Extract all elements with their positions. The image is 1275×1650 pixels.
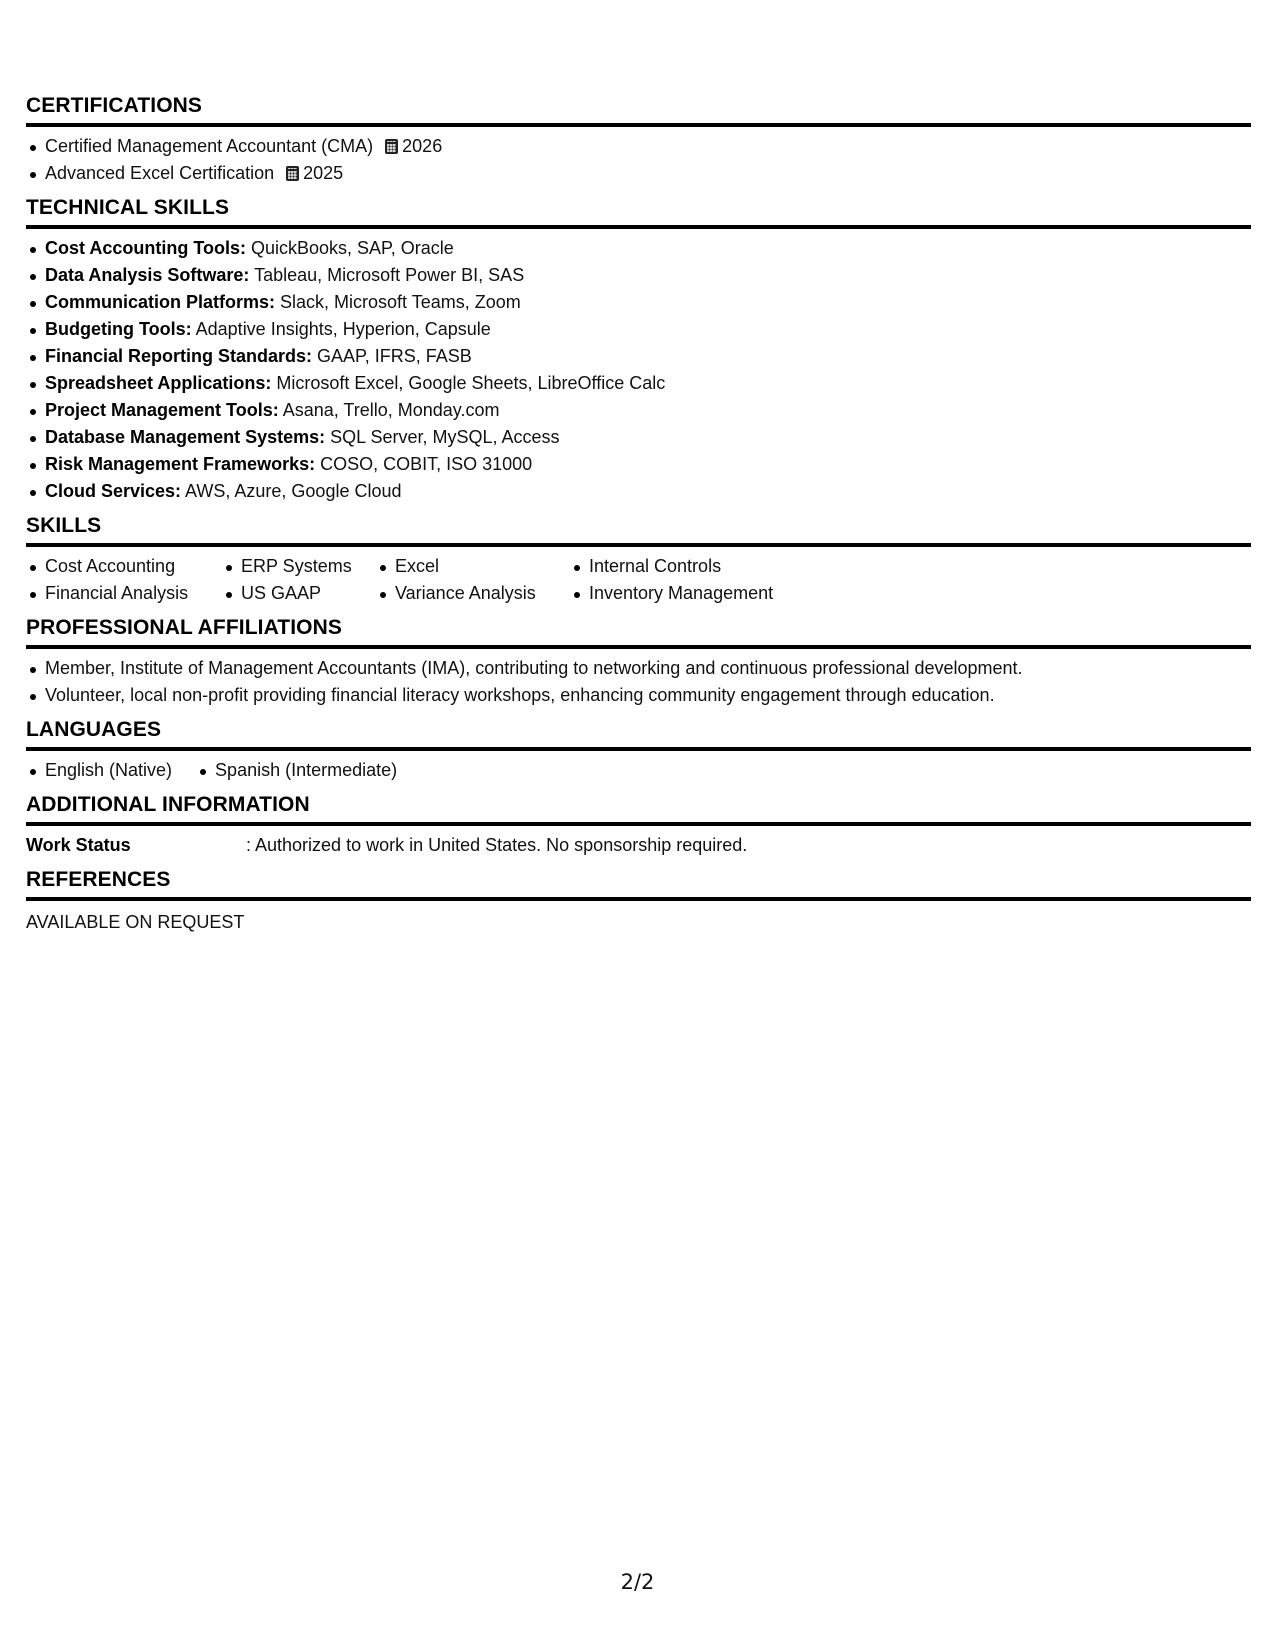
list-item: Financial Analysis: [26, 580, 222, 607]
skills-section: [26, 513, 1251, 607]
list-item: [26, 478, 1251, 505]
list-item: Inventory Management: [570, 580, 830, 607]
list-item: US GAAP: [222, 580, 376, 607]
work-status-value: : Authorized to work in United States. No sponsorship required.: [246, 835, 748, 855]
list-item: [26, 424, 1251, 451]
calendar-icon: [385, 139, 398, 154]
skill-category: Cloud Services:: [45, 481, 182, 501]
section-title-affiliations: PROFESSIONAL AFFILIATIONS: [26, 615, 1251, 649]
list-item: Volunteer, local non-profit providing financial literacy workshops, enhancing community engagement through education.: [26, 682, 1251, 709]
skill-category: Risk Management Frameworks:: [45, 454, 316, 474]
skills-column: [26, 553, 222, 607]
list-item: Variance Analysis: [376, 580, 570, 607]
skills-grid: [26, 553, 1251, 607]
list-item: Member, Institute of Management Accountants (IMA), contributing to networking and continuous professional development.: [26, 655, 1251, 682]
technical-skills-list: [26, 235, 1251, 505]
list-item: [26, 262, 1251, 289]
skills-column: [570, 553, 830, 607]
list-item: Spanish (Intermediate): [196, 757, 397, 784]
section-title-references: REFERENCES: [26, 867, 1251, 901]
list-item: [26, 397, 1251, 424]
list-item: ERP Systems: [222, 553, 376, 580]
references-text: AVAILABLE ON REQUEST: [26, 912, 245, 932]
certification-name: Certified Management Accountant (CMA): [45, 136, 374, 156]
section-title-skills: SKILLS: [26, 513, 1251, 547]
skill-values: SQL Server, MySQL, Access: [325, 427, 560, 447]
list-item: [26, 235, 1251, 262]
section-title-certifications: CERTIFICATIONS: [26, 93, 1251, 127]
skill-category: Communication Platforms:: [45, 292, 276, 312]
work-status-row: [26, 832, 1251, 859]
page-number: 2/2: [620, 1570, 655, 1594]
skill-values: Slack, Microsoft Teams, Zoom: [275, 292, 521, 312]
list-item: [26, 133, 1251, 160]
certification-year: 2026: [402, 136, 443, 156]
list-item: [26, 160, 1251, 187]
list-item: [26, 343, 1251, 370]
languages-section: [26, 717, 1251, 784]
skill-category: Database Management Systems:: [45, 427, 326, 447]
skill-values: Tableau, Microsoft Power BI, SAS: [249, 265, 525, 285]
list-item: [26, 289, 1251, 316]
list-item: [26, 451, 1251, 478]
technical-skills-section: [26, 195, 1251, 505]
certification-name: Advanced Excel Certification: [45, 163, 275, 183]
skill-category: Data Analysis Software:: [45, 265, 250, 285]
calendar-icon: [286, 166, 299, 181]
skill-category: Spreadsheet Applications:: [45, 373, 272, 393]
skill-category: Cost Accounting Tools:: [45, 238, 246, 258]
certification-year: 2025: [303, 163, 344, 183]
skill-values: Adaptive Insights, Hyperion, Capsule: [191, 319, 491, 339]
skill-category: Financial Reporting Standards:: [45, 346, 313, 366]
skills-column: [222, 553, 376, 607]
section-title-technical-skills: TECHNICAL SKILLS: [26, 195, 1251, 229]
list-item: [26, 370, 1251, 397]
certifications-list: [26, 133, 1251, 187]
skill-values: GAAP, IFRS, FASB: [312, 346, 472, 366]
skill-values: Microsoft Excel, Google Sheets, LibreOffice Calc: [271, 373, 666, 393]
skills-column: [376, 553, 570, 607]
skill-values: QuickBooks, SAP, Oracle: [245, 238, 454, 258]
list-item: English (Native): [26, 757, 172, 784]
resume-page: [26, 93, 1251, 944]
references-section: [26, 867, 1251, 936]
list-item: Cost Accounting: [26, 553, 222, 580]
list-item: Excel: [376, 553, 570, 580]
skill-values: COSO, COBIT, ISO 31000: [315, 454, 533, 474]
affiliations-section: [26, 615, 1251, 709]
skill-category: Budgeting Tools:: [45, 319, 192, 339]
affiliations-list: [26, 655, 1251, 709]
skill-category: Project Management Tools:: [45, 400, 279, 420]
section-title-languages: LANGUAGES: [26, 717, 1251, 751]
work-status-label: Work Status: [26, 835, 131, 855]
skill-values: AWS, Azure, Google Cloud: [181, 481, 402, 501]
languages-list: [26, 757, 1251, 784]
section-title-additional-information: ADDITIONAL INFORMATION: [26, 792, 1251, 826]
skill-values: Asana, Trello, Monday.com: [278, 400, 500, 420]
certifications-section: [26, 93, 1251, 187]
list-item: [26, 316, 1251, 343]
additional-information-section: [26, 792, 1251, 859]
list-item: Internal Controls: [570, 553, 830, 580]
